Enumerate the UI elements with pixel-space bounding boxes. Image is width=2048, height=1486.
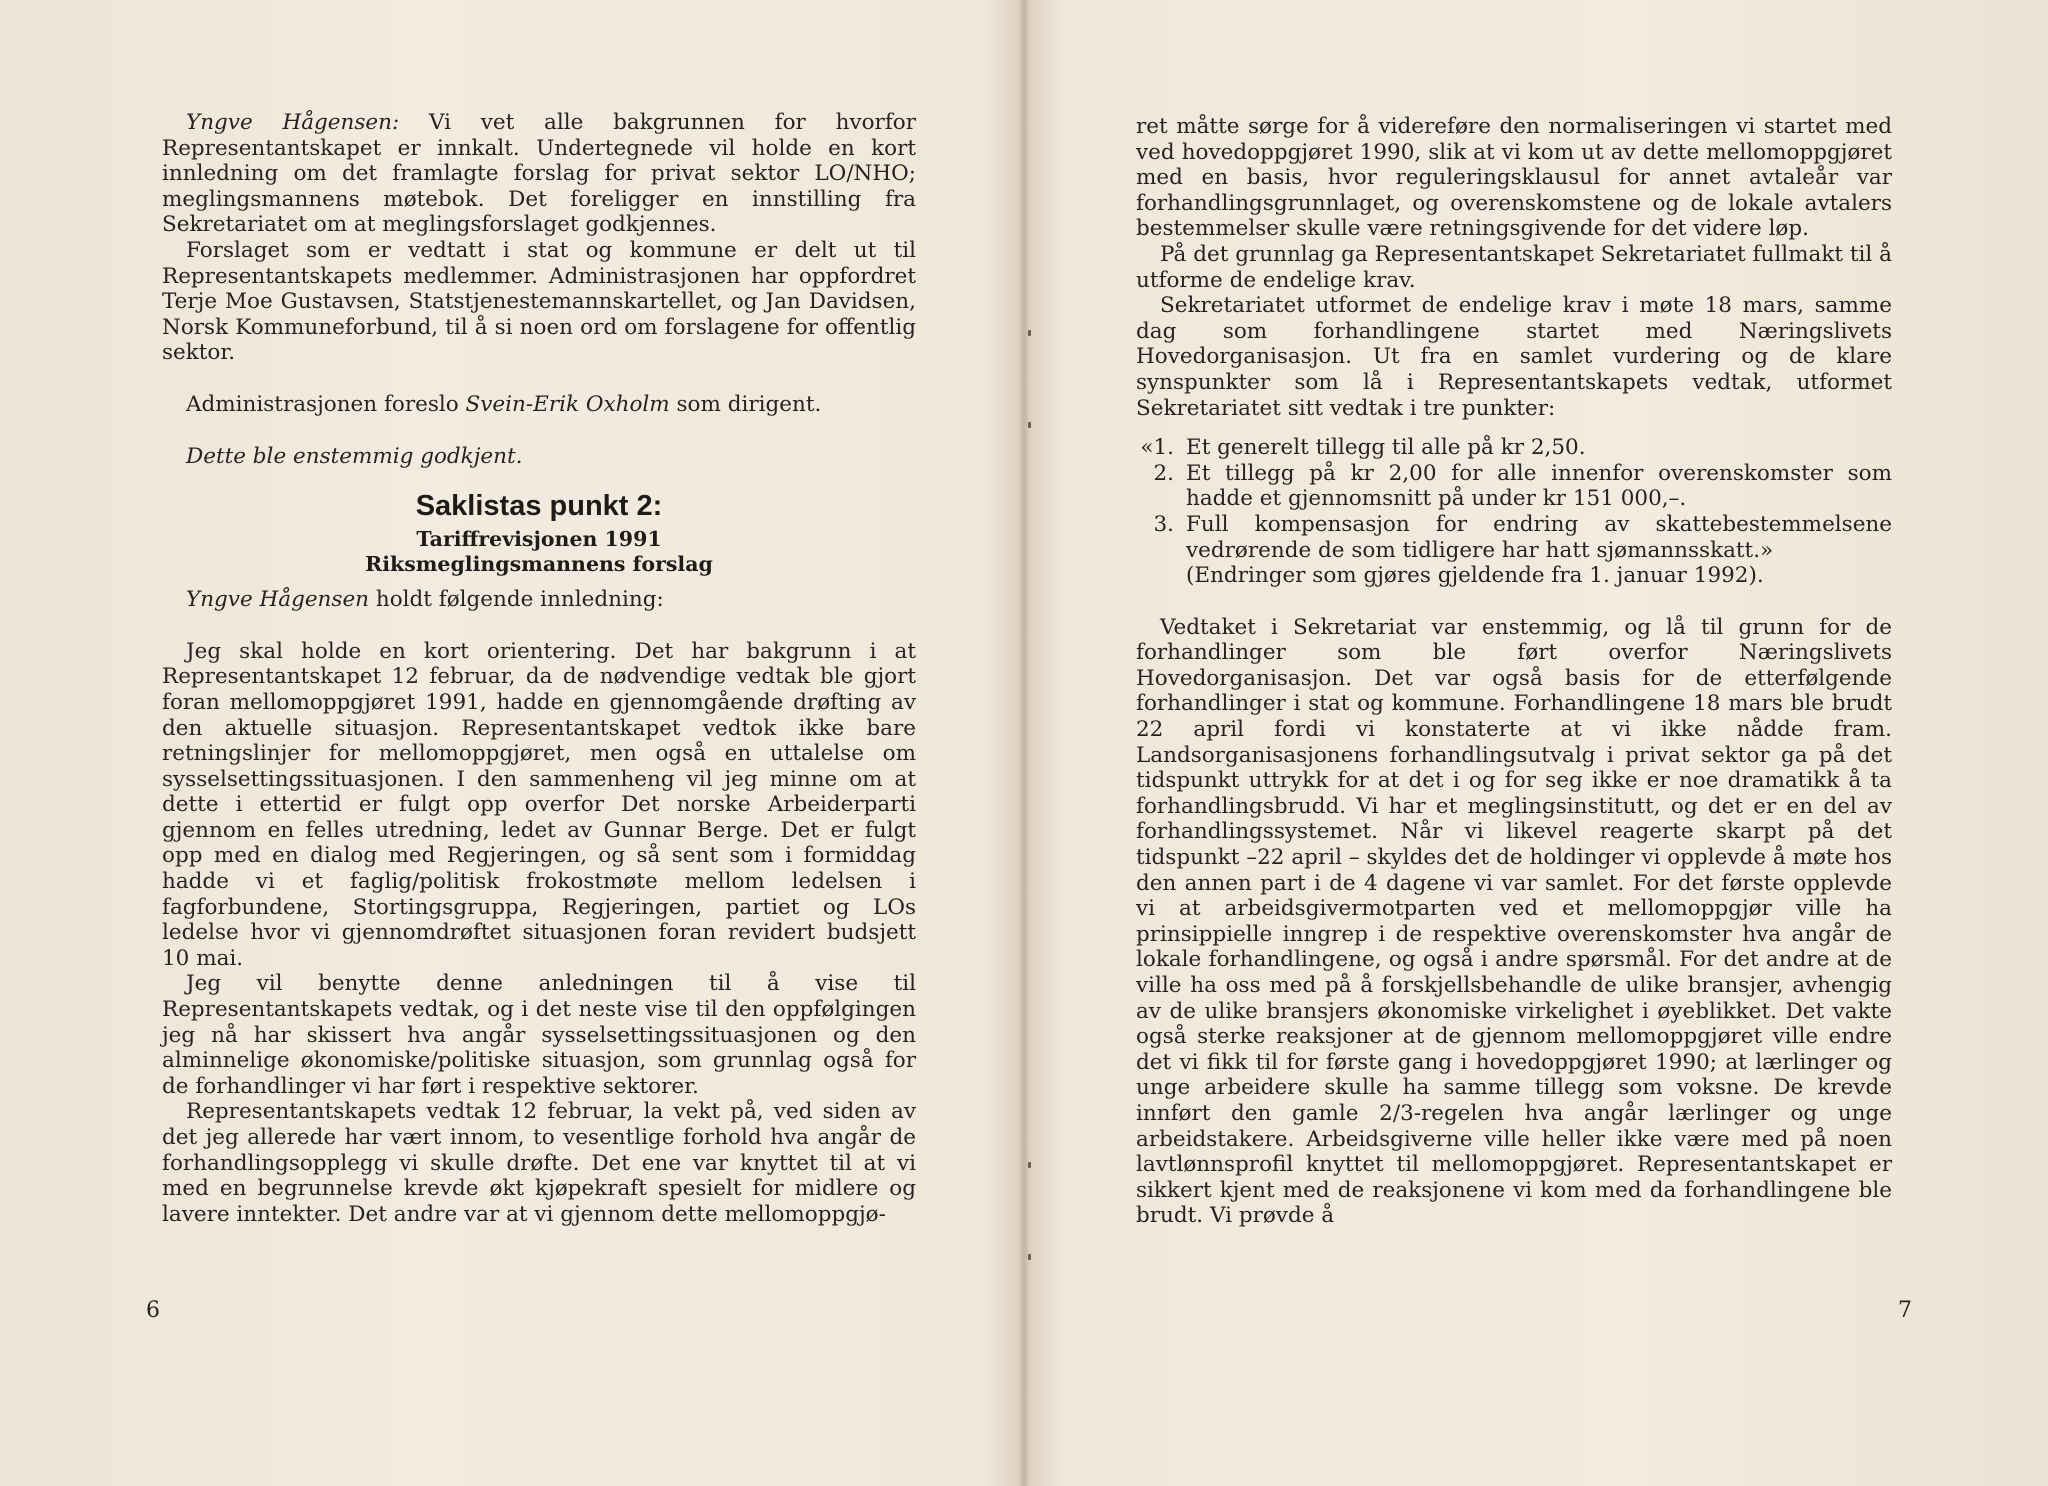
dirigent-text-after: som dirigent. (669, 391, 822, 417)
dirigent-text-before: Administrasjonen foreslo (186, 391, 466, 417)
demands-list (1136, 435, 1892, 563)
list-item (1136, 461, 1892, 512)
paragraph-krav: Sekretariatet utformet de endelige krav i møte 18 mars, samme dag som forhandlingene startet med Næringslivets Hovedorganisasjon. Ut fra en samlet vurdering og de klare synspunkter som lå i Representantskapets vedtak, utformet Sekretariatet sitt vedtak i tre punkter: (1136, 293, 1892, 421)
right-page-text (1136, 114, 1892, 1229)
page-number-right: 7 (1898, 1298, 1912, 1323)
paragraph-body-3: Representantskapets vedtak 12 februar, la vekt på, ved siden av det jeg allerede har vært innom, to vesentlige forhold hva angår de forhandlingsopplegg vi skulle drøfte. Det ene var knyttet til at vi med en begrunnelse krevde økt kjøpekraft spesielt for midlere og lavere inntekter. Det andre var at vi gjennom dette mellomoppgjø- (162, 1099, 916, 1227)
paragraph-forslaget: Forslaget som er vedtatt i stat og kommune er delt ut til Representantskapets medlemmer. Administrasjonen har oppfordret Terje Moe Gustavsen, Statstjenestemannskartellet, og Jan Davidsen, Norsk Kommuneforbund, til å si noen ord om forslagene for offentlig sektor. (162, 237, 916, 366)
section-subheading-2: Riksmeglingsmannens forslag (365, 552, 713, 577)
section-heading: Saklistas punkt 2: (415, 490, 663, 523)
left-page-text (162, 110, 916, 1227)
paragraph-body-1: Jeg skal holde en kort orientering. Det har bakgrunn i at Representantskapet 12 februar, da de nødvendige vedtak ble gjort foran mellomoppgjøret 1991, hadde en gjennomgående drøfting av den aktuelle situasjon. Representantskapet vedtok ikke bare retningslinjer for mellomoppgjøret, men også en uttalelse om sysselsettingssituasjonen. I den sammenheng vil jeg minne om at dette i ettertid er fulgt opp overfor Det norske Arbeiderparti gjennom en felles utredning, ledet av Gunnar Berge. Det er fulgt opp med en dialog med Regjeringen, og så sent som i formiddag hadde vi et faglig/politisk frokostmøte mellom ledelsen i fagforbundene, Stortingsgruppa, Regjeringen, partiet og LOs ledelse hvor vi gjennomdrøftet situasjonen foran revidert budsjett 10 mai. (162, 638, 916, 971)
margin-mark (1028, 1254, 1031, 1260)
list-item-number: 2. (1153, 460, 1174, 486)
paragraph-dirigent (162, 392, 916, 418)
margin-mark (1028, 330, 1031, 336)
paragraph-continued: ret måtte sørge for å videreføre den normaliseringen vi startet med ved hovedoppgjøret 1990, slik at vi kom ut av dette mellomoppgjøret med en basis, hvor reguleringsklausul for annet avtaleår var forhandlingsgrunnlaget, og overenskomstene og de lokale avtalers bestemmelser skulle være retningsgivende for det videre løp. (1136, 114, 1892, 242)
section-subheading-1: Tariffrevisjonen 1991 (416, 527, 662, 552)
margin-mark (1028, 422, 1031, 428)
list-item (1136, 512, 1892, 563)
intro-speaker: Yngve Hågensen (186, 587, 370, 613)
list-item-text: Et tillegg på kr 2,00 for alle innenfor overenskomster som hadde et gjennomsnitt på under kr 151 000,–. (1186, 460, 1892, 512)
approved-text: Dette ble enstemmig godkjent. (186, 443, 523, 469)
dirigent-name: Svein-Erik Oxholm (465, 391, 670, 417)
intro-text: holdt følgende innledning: (369, 587, 664, 613)
paragraph-intro (162, 587, 916, 613)
list-item-text: Full kompensasjon for endring av skattebestemmelsene vedrørende de som tidligere har hatt sjømannsskatt.» (1186, 511, 1892, 563)
paragraph-fullmakt: På det grunnlag ga Representantskapet Sekretariatet fullmakt til å utforme de endelige krav. (1136, 241, 1892, 293)
margin-mark (1028, 1162, 1031, 1168)
paragraph-vedtaket: Vedtaket i Sekretariat var enstemmig, og lå til grunn for de forhandlinger som ble ført overfor Næringslivets Hovedorganisasjon. Det var også basis for de etterfølgende forhandlinger i stat og kommune. Forhandlingene 18 mars ble brudt 22 april fordi vi konstaterte at vi ikke nådde fram. Landsorganisasjonens forhandlingsutvalg i privat sektor ga på det tidspunkt uttrykk for at det i og for seg ikke er noe dramatikk å ta forhandlingsbrudd. Vi har et meglingsinstitutt, og det er en del av forhandlingssystemet. Når vi likevel reagerte skarpt på det tidspunkt –22 april – skyldes det de holdinger vi opplevde å møte hos den annen part i de 4 dagene vi var samlet. For det første opplevde vi at arbeidsgivermotparten ved et mellomoppgjør ville ha prinsippielle inngrep i de respektive overenskomster hva angår de lokale forhandlingene, og også i andre spørsmål. For det andre at de ville ha oss med på å forskjellsbehandle de ulike bransjer, avhengig av de ulike bransjers økonomiske virkelighet i øyeblikket. Det vakte også sterke reaksjoner at de gjennom mellomoppgjøret ville endre det vi fikk til for første gang i hovedoppgjøret 1990; at lærlinger og unge arbeidere skulle ha samme tillegg som voksne. De krevde innført den gamle 2/3-regelen hva angår lærlinger og unge arbeidstakere. Arbeidsgiverne ville heller ikke være med på noen lavtlønnsprofil knyttet til mellomoppgjøret. Representantskapet er sikkert kjent med de reaksjonene vi kom med da forhandlingene ble brudt. Vi prøvde å (1136, 614, 1892, 1229)
opening-text: Vi vet alle bakgrunnen for hvorfor Representantskapet er innkalt. Undertegnede vil holde en kort innledning om det framlagte forslag for privat sektor LO/NHO; meglingsmannens møtebok. Det foreligger en innstilling fra Sekretariatet om at meglingsforslaget godkjennes. (162, 110, 916, 238)
paragraph-approved (162, 444, 916, 470)
paragraph-body-2: Jeg vil benytte denne anledningen til å vise til Representantskapets vedtak, og i det neste vise til den oppfølgingen jeg nå har skissert hva angår sysselsettingssituasjonen og den alminnelige økonomiske/politiske situasjon, som grunnlag også for de forhandlinger vi har ført i respektive sektorer. (162, 971, 916, 1099)
list-note: (Endringer som gjøres gjeldende fra 1. januar 1992). (1186, 563, 1764, 589)
paragraph-opening (162, 110, 916, 238)
page-number-left: 6 (146, 1298, 160, 1323)
list-item (1136, 435, 1892, 461)
list-item-text: Et generelt tillegg til alle på kr 2,50. (1186, 435, 1586, 461)
speaker-name: Yngve Hågensen: (186, 110, 400, 135)
right-page (1024, 0, 2048, 1486)
list-item-number: «1. (1140, 435, 1174, 461)
list-item-number: 3. (1153, 511, 1174, 537)
